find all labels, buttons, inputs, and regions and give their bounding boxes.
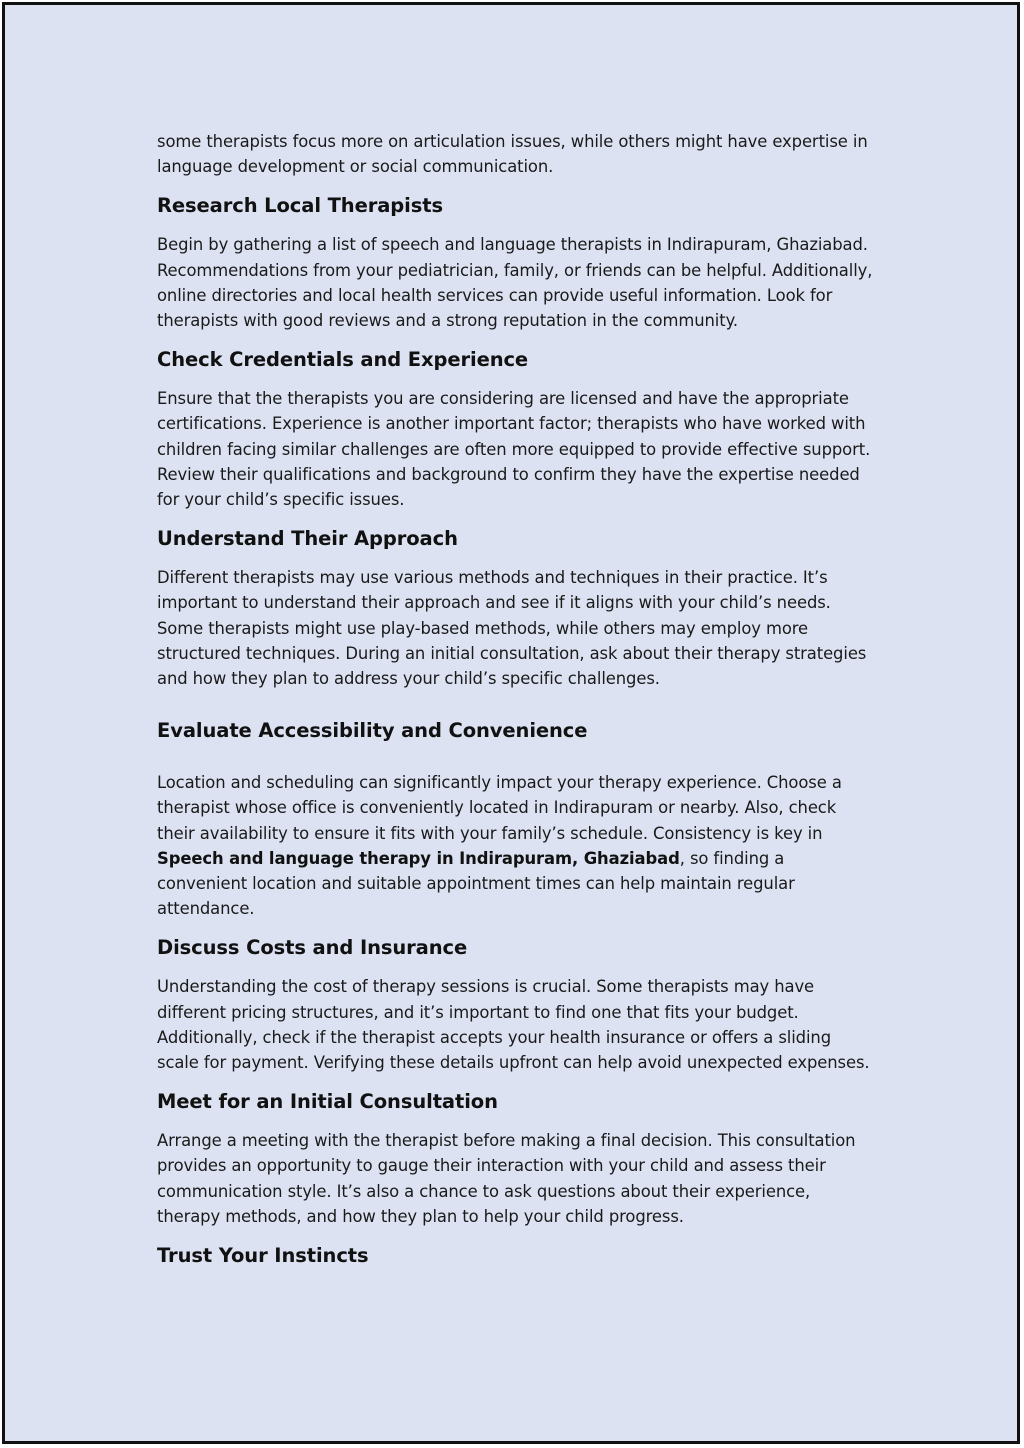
paragraph-discuss-costs: Understanding the cost of therapy sessions is crucial. Some therapists may have different pricing structures, and it’s important to find one that fits your budget. Additionally, check if the therapist accepts your health insurance or offers a sliding scale for payment. Verifying these details upfront can help avoid unexpected expenses.	[157, 977, 870, 1073]
heading-evaluate-accessibility: Evaluate Accessibility and Convenience	[157, 719, 588, 743]
heading-trust-instincts: Trust Your Instincts	[157, 1244, 369, 1268]
paragraph-text: Location and scheduling can significantly impact your therapy experience. Choose a therapist whose office is conveniently located in Indirapuram or nearby. Also, check their availability to ensure it fits with your family’s schedule. Consistency is key in	[157, 773, 842, 843]
paragraph-initial-consultation: Arrange a meeting with the therapist before making a final decision. This consultation provides an opportunity to gauge their interaction with your child and assess their communication style. It’s also a chance to ask questions about their experience, therapy methods, and how they plan to help your child progress.	[157, 1131, 856, 1226]
document-page	[2, 2, 1020, 1444]
heading-initial-consultation: Meet for an Initial Consultation	[157, 1090, 498, 1114]
paragraph-understand-approach: Different therapists may use various methods and techniques in their practice. It’s important to understand their approach and see if it aligns with your child’s needs. Some therapists might use play-based methods, while others may employ more structured techniques. During an initial consultation, ask about their therapy strategies and how they plan to address your child’s specific challenges.	[157, 568, 867, 689]
paragraph-check-credentials: Ensure that the therapists you are considering are licensed and have the appropriate certifications. Experience is another important factor; therapists who have worked with children facing similar challenges are often more equipped to provide effective support. Review their qualifications and background to confirm they have the expertise needed for your child’s specific issues.	[157, 389, 871, 510]
paragraph-text: , so finding a convenient location and suitable appointment times can help maintain regular attendance.	[157, 848, 795, 919]
heading-check-credentials: Check Credentials and Experience	[157, 348, 529, 372]
bold-keyword: Speech and language therapy in Indirapuram, Ghaziabad	[157, 848, 680, 868]
intro-paragraph: some therapists focus more on articulation issues, while others might have expertise in language development or social communication.	[157, 132, 868, 177]
heading-research-local-therapists: Research Local Therapists	[157, 194, 443, 218]
heading-discuss-costs: Discuss Costs and Insurance	[157, 936, 468, 960]
heading-understand-approach: Understand Their Approach	[157, 527, 458, 551]
paragraph-evaluate-accessibility	[157, 770, 877, 921]
document-content	[157, 129, 877, 1269]
paragraph-research-local-therapists: Begin by gathering a list of speech and language therapists in Indirapuram, Ghaziabad. Recommendations from your pediatrician, family, or friends can be helpful. Additionally, online directories and local health services can provide useful information. Look for therapists with good reviews and a strong reputation in the community.	[157, 235, 873, 331]
